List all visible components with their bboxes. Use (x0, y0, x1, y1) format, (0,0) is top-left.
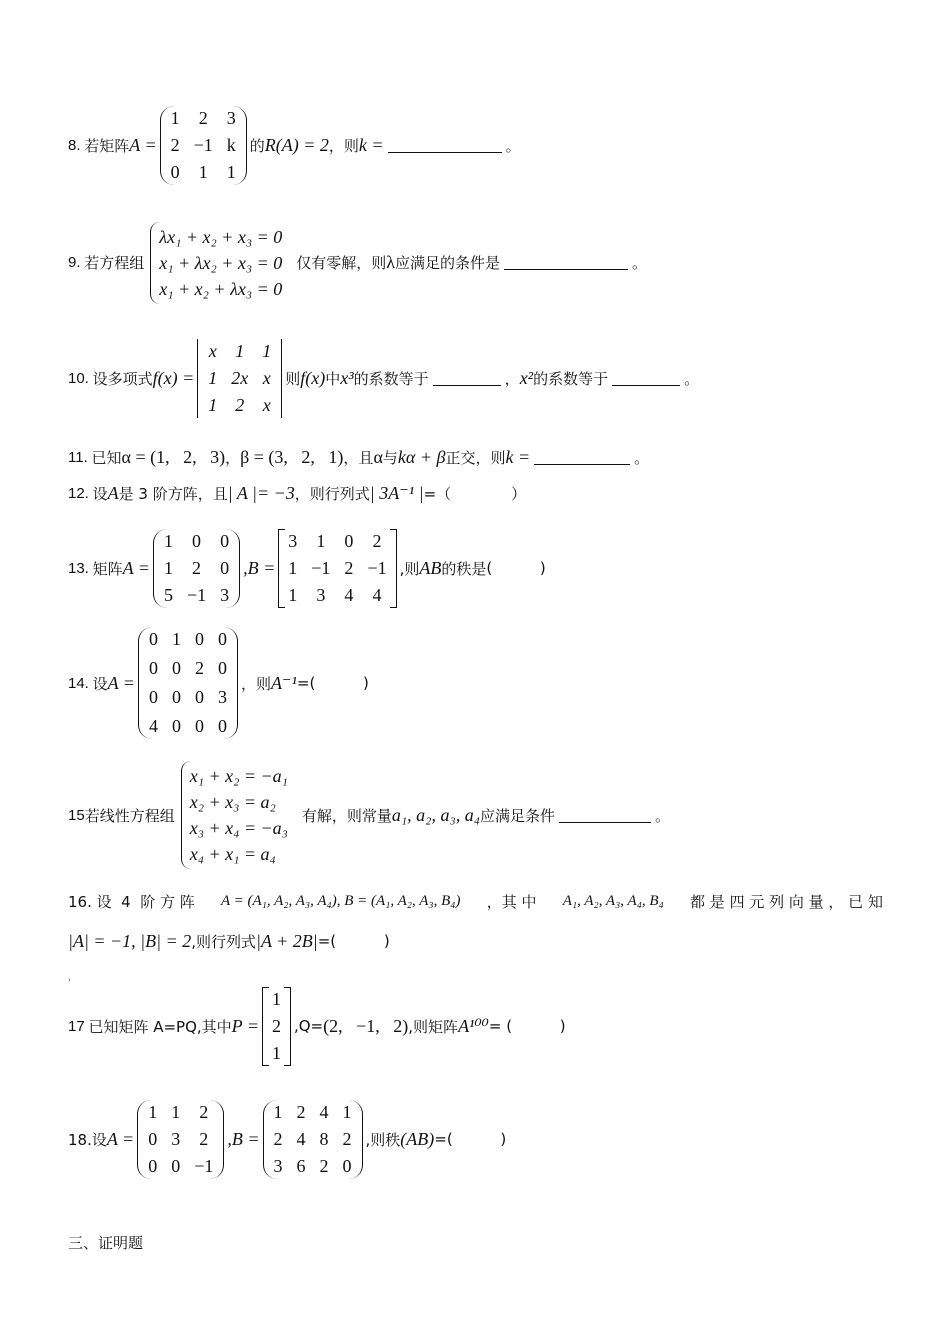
q9-answer-blank[interactable] (504, 255, 628, 270)
q18-A-label: A = (106, 1128, 135, 1149)
matrix-cell: 0 (170, 161, 180, 182)
q12-detA: | A |= −3 (227, 482, 295, 503)
matrix-cell: 2 (170, 134, 180, 155)
matrix-cell: 4 (296, 1128, 306, 1149)
q15-end: 。 (654, 806, 670, 825)
q9-text-3: 应满足的条件是 (395, 254, 501, 272)
matrix-cell: 3 (288, 530, 298, 551)
matrix-cell: 4 (344, 584, 354, 605)
matrix-cell: 1 (171, 629, 181, 649)
matrix-cell: 2 (198, 107, 208, 128)
q18-AB: (AB) (400, 1128, 435, 1149)
q12-text-1: 设 (92, 484, 108, 503)
matrix-cell: 3 (316, 584, 326, 605)
matrix-cell: 0 (171, 687, 181, 707)
question-15 (68, 757, 670, 873)
matrix-cell: 1 (235, 340, 245, 361)
q17-text-1: 已知矩阵 A=PQ,其中 (88, 1017, 232, 1036)
q11-text-1: 已知 (91, 448, 122, 467)
q10-x2: x² (519, 367, 534, 388)
question-10 (68, 333, 699, 423)
q14-matrix (138, 627, 238, 739)
q14-A-inverse: A⁻¹ (270, 672, 297, 693)
matrix-cell: 1 (163, 557, 173, 578)
q10-fx: f(x) = (152, 367, 195, 388)
matrix-cell: 1 (198, 161, 208, 182)
q16-text-1: 16. 设 4 阶 方 阵 (68, 892, 195, 911)
matrix-cell: 3 (273, 1155, 283, 1176)
matrix-cell: 1 (226, 161, 236, 182)
matrix-cell: 3 (220, 584, 230, 605)
q13-answer-paren[interactable]: ( ) (486, 559, 546, 577)
q8-condition: R(A) = 2 (264, 134, 329, 155)
question-9 (68, 215, 647, 310)
q15-text-3: 应满足条件 (479, 806, 555, 825)
q8-text-2: 的 (249, 136, 265, 155)
q13-AB: AB (419, 557, 442, 578)
q15-equation-1: x₁ + x₂ = −a₁ (189, 766, 288, 786)
q18-text-2: ,则秩 (365, 1130, 401, 1149)
q10-text-3: 中 (325, 369, 341, 388)
matrix-cell: 1 (148, 1101, 158, 1122)
q11-number: 11. (68, 448, 88, 466)
matrix-cell: 3 (226, 107, 236, 128)
q8-answer-blank[interactable] (388, 138, 502, 153)
question-18 (68, 1097, 506, 1181)
q13-text-3: 的秩是 (441, 559, 487, 578)
q15-text-2: 有解，则常量 (301, 806, 392, 825)
q15-equation-2: x₂ + x₃ = a₂ (189, 792, 276, 812)
q14-A-label: A = (107, 672, 135, 693)
q10-text-1: 设多项式 (92, 369, 153, 388)
q11-alpha: α = (1, 2, 3) (121, 446, 226, 467)
matrix-cell: 2 (344, 557, 354, 578)
q12-text-3: ，则行列式 (294, 484, 370, 503)
matrix-cell: 0 (194, 716, 204, 736)
q9-equation-1: λx₁ + x₂ + x₃ = 0 (159, 226, 283, 247)
matrix-cell: 0 (194, 687, 204, 707)
q13-text-2: ,则 (399, 559, 420, 578)
q17-Q-label: ,Q= (293, 1017, 324, 1035)
matrix-cell: 4 (319, 1101, 329, 1122)
matrix-cell: 0 (220, 530, 230, 551)
question-17 (68, 985, 566, 1067)
matrix-cell: 6 (296, 1155, 306, 1176)
q16-columns: A₁, A₂, A₃, A₄, B₄ (562, 892, 664, 909)
matrix-cell: 1 (288, 584, 298, 605)
q10-number: 10. (68, 369, 89, 387)
q10-separator: ， (504, 369, 520, 388)
matrix-cell: 2 (273, 1128, 283, 1149)
matrix-cell: 3 (171, 1128, 181, 1149)
q9-lambda: λ (386, 252, 396, 272)
matrix-cell: −1 (194, 1155, 214, 1176)
matrix-cell: 4 (148, 716, 158, 736)
matrix-cell: 2 (372, 530, 382, 551)
matrix-cell: 4 (372, 584, 382, 605)
q10-text-2: 则 (285, 369, 301, 388)
question-12 (68, 479, 526, 507)
q11-separator: ， (225, 448, 241, 467)
question-11 (68, 442, 649, 472)
matrix-cell: 0 (217, 629, 227, 649)
q8-end: 。 (505, 136, 521, 155)
question-8 (68, 100, 521, 190)
q13-number: 13. (68, 559, 89, 577)
q10-fx-2: f(x) (300, 367, 326, 388)
q9-text-1: 若方程组 (84, 254, 145, 272)
matrix-cell: 2 (271, 1015, 281, 1036)
matrix-cell: 0 (344, 530, 354, 551)
matrix-cell: 1 (288, 557, 298, 578)
q14-answer-paren[interactable]: =( ) (296, 674, 369, 692)
q15-equation-system (181, 761, 296, 869)
q17-A100: A¹⁰⁰ (458, 1015, 489, 1036)
q15-answer-blank[interactable] (559, 808, 651, 823)
q9-equation-3: x₁ + x₂ + λx₃ = 0 (159, 278, 283, 299)
matrix-cell: 0 (217, 716, 227, 736)
q8-text-1: 若矩阵 (84, 136, 130, 155)
q14-number: 14. (68, 674, 89, 692)
matrix-cell: 0 (192, 530, 202, 551)
q17-P-label: P = (231, 1015, 259, 1036)
matrix-cell: 2 (194, 658, 204, 678)
q13-matrix-B (278, 529, 396, 608)
q17-vector-P (262, 987, 291, 1066)
q11-answer-blank[interactable] (534, 450, 630, 465)
matrix-cell: x (208, 340, 217, 361)
matrix-cell: −1 (193, 134, 213, 155)
question-13 (68, 526, 546, 610)
q11-alpha-symbol: α (373, 446, 383, 467)
q12-expression: | 3A⁻¹ | (369, 482, 424, 503)
q9-equation-system (150, 222, 290, 304)
q18-answer-paren[interactable]: =( ) (434, 1130, 507, 1148)
q11-end: 。 (634, 448, 650, 467)
matrix-cell: 2 (192, 557, 202, 578)
q16-condition: |A| = −1, |B| = 2 (68, 930, 192, 951)
q8-text-3: ，则 (328, 136, 359, 155)
matrix-cell: 2x (231, 367, 249, 388)
matrix-cell: 1 (271, 988, 281, 1009)
matrix-cell: 1 (208, 367, 218, 388)
matrix-cell: 0 (148, 1128, 158, 1149)
q13-A-label: A = (122, 557, 150, 578)
matrix-cell: 8 (319, 1128, 329, 1149)
q16-expression: |A + 2B| (256, 930, 318, 951)
matrix-cell: k (226, 134, 236, 155)
q16-answer-paren[interactable]: =( ) (317, 932, 390, 950)
q14-text-2: ，则 (240, 674, 271, 693)
matrix-cell: 1 (171, 1101, 181, 1122)
matrix-cell: 1 (271, 1042, 281, 1063)
q11-text-4: 正交，则 (445, 448, 506, 467)
q9-end: 。 (632, 254, 648, 272)
matrix-cell: 0 (342, 1155, 352, 1176)
matrix-cell: 3 (217, 687, 227, 707)
q13-comma: , (243, 557, 248, 578)
matrix-cell: 2 (296, 1101, 306, 1122)
q16-text-4: ,则行列式 (191, 932, 257, 951)
q17-text-2: ,则矩阵 (408, 1017, 459, 1036)
q18-comma: , (227, 1128, 232, 1149)
q12-text-2: 是 3 阶方阵，且 (118, 484, 228, 503)
q10-text-5: 的系数等于 (533, 369, 609, 388)
q9-text-2: 仅有零解，则 (296, 254, 387, 272)
matrix-cell: 2 (235, 394, 245, 415)
q11-k: k = (505, 446, 531, 467)
q12-A: A (107, 482, 119, 503)
q15-number: 15 (68, 806, 85, 824)
q11-text-3: 与 (382, 448, 398, 467)
matrix-cell: 1 (342, 1101, 352, 1122)
matrix-cell: 1 (170, 107, 180, 128)
q17-answer-paren[interactable]: = ( ) (488, 1017, 566, 1035)
matrix-cell: 2 (199, 1101, 209, 1122)
q16-matrices: A = (A₁, A₂, A₃, A₄), B = (A₁, A₂, A₃, B₄) (221, 892, 461, 909)
q11-beta: β = (3, 2, 1) (240, 446, 344, 467)
q9-number: 9. (68, 254, 81, 271)
q18-B-label: B = (231, 1128, 260, 1149)
q8-number: 8. (68, 136, 81, 154)
q15-equation-3: x₃ + x₄ = −a₃ (189, 818, 288, 838)
q15-text-1: 若线性方程组 (84, 806, 175, 825)
matrix-cell: 5 (163, 584, 173, 605)
q10-answer-blank-2[interactable] (612, 371, 680, 386)
q10-determinant (197, 339, 282, 418)
matrix-cell: 1 (273, 1101, 283, 1122)
question-16-line-1 (68, 887, 883, 915)
q12-number: 12. (68, 484, 89, 502)
q10-x3: x³ (340, 367, 354, 388)
q12-close: ） (511, 484, 527, 503)
matrix-cell: 0 (148, 687, 158, 707)
q15-constants: a₁, a₂, a₃, a₄ (391, 804, 480, 825)
q18-matrix-B (263, 1100, 363, 1179)
matrix-cell: 0 (217, 658, 227, 678)
matrix-cell: −1 (186, 584, 207, 605)
matrix-cell: −1 (311, 557, 331, 578)
q8-lhs: A = (129, 134, 157, 155)
q18-number: 18.设 (68, 1130, 107, 1149)
q14-text-1: 设 (92, 674, 108, 693)
stray-mark: › (68, 975, 71, 984)
matrix-cell: 1 (316, 530, 326, 551)
matrix-cell: −1 (367, 557, 387, 578)
matrix-cell: 0 (171, 1155, 181, 1176)
matrix-cell: 0 (220, 557, 230, 578)
matrix-cell: 1 (262, 340, 272, 361)
q10-end: 。 (684, 369, 700, 388)
q11-combination: kα + β (397, 446, 446, 467)
q8-ask: k = (358, 134, 384, 155)
matrix-cell: x (262, 394, 271, 415)
matrix-cell: 2 (342, 1128, 352, 1149)
q12-text-4: =（ (423, 484, 452, 503)
q15-equation-4: x₄ + x₁ = a₄ (189, 844, 276, 864)
q10-text-4: 的系数等于 (353, 369, 429, 388)
section-title: 三、证明题 (68, 1234, 144, 1252)
q16-text-3: 都 是 四 元 列 向 量 ， 已 知 (690, 892, 883, 911)
q9-equation-2: x₁ + λx₂ + x₃ = 0 (159, 252, 283, 273)
matrix-cell: 0 (148, 658, 158, 678)
q11-text-2: ，且 (343, 448, 374, 467)
matrix-cell: 0 (148, 1155, 158, 1176)
matrix-cell: 2 (199, 1128, 209, 1149)
matrix-cell: 1 (163, 530, 173, 551)
question-14 (68, 625, 369, 741)
q16-text-2: ，其 中 (486, 892, 537, 911)
q13-B-label: B = (247, 557, 276, 578)
q10-answer-blank-1[interactable] (433, 371, 501, 386)
q13-matrix-A (153, 529, 240, 608)
matrix-cell: x (262, 367, 271, 388)
matrix-cell: 1 (208, 394, 218, 415)
q17-vector-Q: (2, −1, 2) (323, 1015, 409, 1036)
matrix-cell: 2 (319, 1155, 329, 1176)
matrix-cell: 0 (148, 629, 158, 649)
matrix-cell: 0 (171, 716, 181, 736)
question-16-line-2 (68, 927, 390, 955)
q17-number: 17 (68, 1017, 85, 1035)
q8-matrix (160, 106, 247, 185)
q18-matrix-A (137, 1100, 224, 1179)
matrix-cell: 0 (194, 629, 204, 649)
matrix-cell: 0 (171, 658, 181, 678)
q13-text-1: 矩阵 (92, 559, 123, 578)
